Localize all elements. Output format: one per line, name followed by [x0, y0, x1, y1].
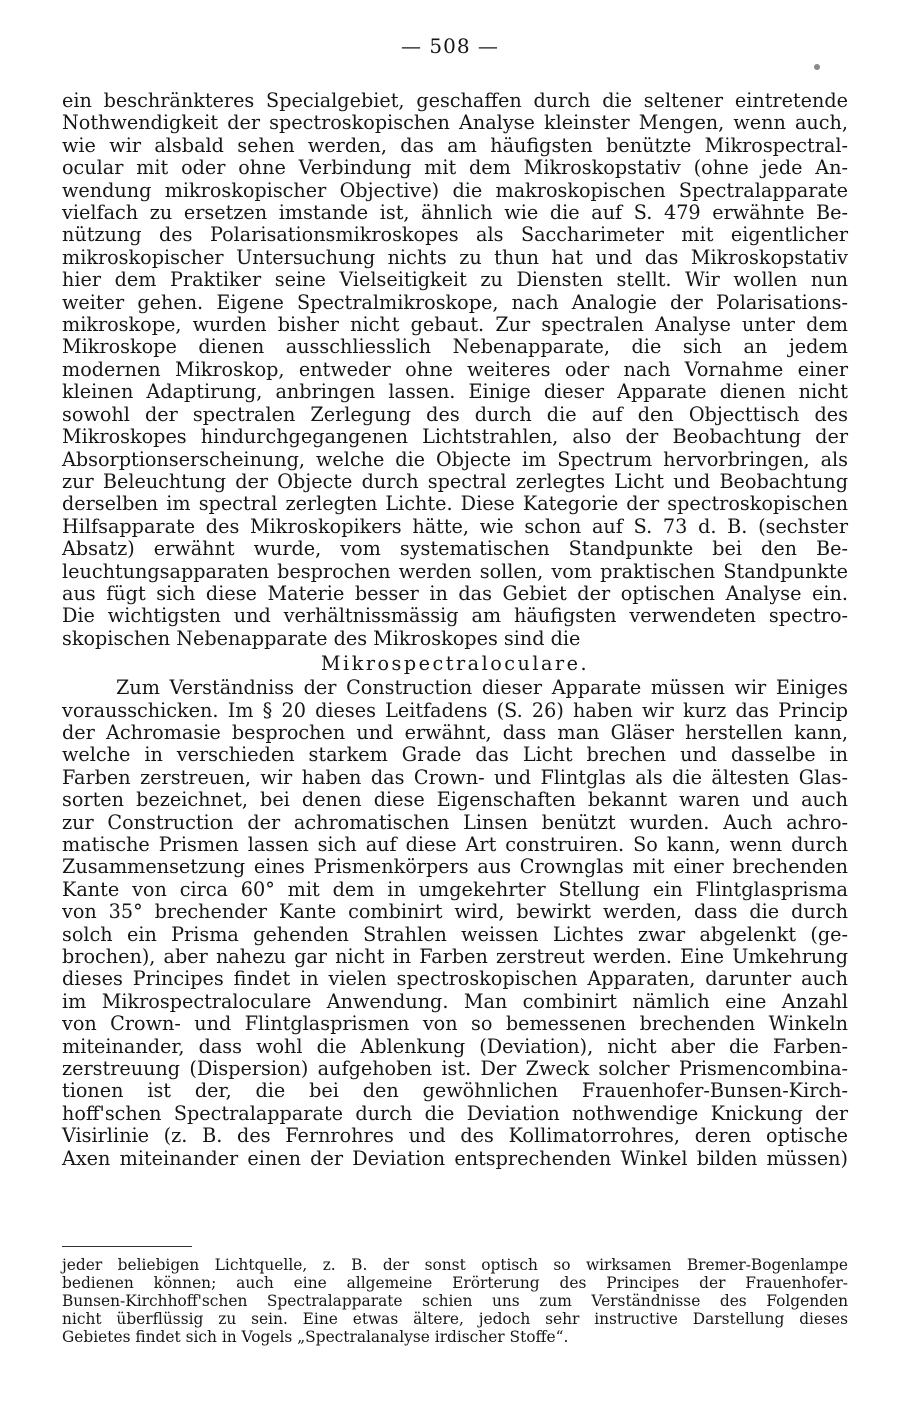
text-line: ocular mit oder ohne Verbindung mit dem Mikroskopstativ (ohne jede An- — [62, 156, 848, 180]
text-line: mikroskopischer Untersuchung nichts zu thun hat und das Mikroskopstativ — [62, 245, 848, 269]
text-line: ein beschränkteres Specialgebiet, geschaffen durch die seltener eintretende — [62, 89, 848, 112]
text-line: Zusammensetzung eines Prismenkörpers aus Crownglas mit einer brechenden — [62, 855, 848, 879]
text-line: Kante von circa 60° mit dem in umgekehrter Stellung ein Flintglasprisma — [62, 877, 848, 901]
text-line: von 35° brechender Kante combinirt wird, bewirkt werden, dass die durch — [62, 900, 848, 924]
footnote — [62, 1256, 848, 1346]
text-line: vorausschicken. Im § 20 dieses Leitfadens (S. 26) haben wir kurz das Princip — [62, 698, 848, 722]
footnote-line: bedienen können; auch eine allgemeine Erörterung des Principes der Frauenhofer- — [62, 1274, 848, 1292]
footnote-rule — [62, 1246, 192, 1247]
text-line: miteinander, dass wohl die Ablenkung (Deviation), nicht aber die Farben- — [62, 1034, 848, 1058]
text-line: skopischen Nebenapparate des Mikroskopes sind die — [62, 626, 581, 650]
text-line: kleinen Adaptirung, anbringen lassen. Einige dieser Apparate dienen nicht — [62, 380, 848, 404]
text-line: wendung mikroskopischer Objective) die makroskopischen Spectralapparate — [62, 178, 848, 202]
page-number: — 508 — — [401, 34, 499, 58]
footnote-line: Gebietes findet sich in Vogels „Spectralanalyse irdischer Stoffe“. — [62, 1328, 569, 1346]
text-line: wie wir alsbald sehen werden, das am häufigsten benützte Mikrospectral- — [62, 133, 848, 157]
text-line: Absatz) erwähnt wurde, vom systematischen Standpunkte bei den Be- — [62, 537, 848, 561]
text-line: solch ein Prisma gehenden Strahlen weissen Lichtes zwar abgelenkt (ge- — [62, 922, 848, 946]
text-line: hier dem Praktiker seine Vielseitigkeit zu Diensten stellt. Wir wollen nun — [62, 268, 848, 292]
text-line: tionen ist der, die bei den gewöhnlichen Frauenhofer-Bunsen-Kirch- — [62, 1079, 848, 1103]
text-line: der Achromasie besprochen und erwähnt, dass man Gläser herstellen kann, — [62, 720, 848, 744]
text-line: modernen Mikroskop, entweder ohne weiteres oder nach Vornahme einer — [62, 357, 848, 381]
paragraph — [62, 677, 848, 1170]
text-line: Mikroskopes hindurchgegangenen Lichtstrahlen, also der Beobachtung der — [62, 425, 848, 449]
text-line: Farben zerstreuen, wir haben das Crown- und Flintglas als die ältesten Glas- — [62, 765, 848, 789]
text-line: Hilfsapparate des Mikroskopikers hätte, wie schon auf S. 73 d. B. (sechster — [62, 514, 848, 538]
text-line: weiter gehen. Eigene Spectralmikroskope, nach Analogie der Polarisations- — [62, 290, 848, 314]
text-line: zerstreuung (Dispersion) aufgehoben ist. Der Zweck solcher Prismencombina- — [62, 1057, 848, 1081]
text-line: sorten bezeichnet, bei denen diese Eigenschaften bekannt waren und auch — [62, 788, 848, 812]
text-line: im Mikrospectraloculare Anwendung. Man combinirt nämlich eine Anzahl — [62, 989, 848, 1013]
text-line: nützung des Polarisationsmikroskopes als Saccharimeter mit eigentlicher — [62, 223, 848, 247]
text-line: brochen), aber nahezu gar nicht in Farben zerstreut werden. Eine Umkehrung — [62, 945, 848, 969]
text-line: matische Prismen lassen sich auf diese Art construiren. So kann, wenn durch — [62, 833, 848, 856]
text-line: derselben im spectral zerlegten Lichte. Diese Kategorie der spectroskopischen — [62, 492, 848, 516]
section-heading: Mikrospectraloculare. — [320, 652, 590, 676]
text-line: leuchtungsapparaten besprochen werden sollen, vom praktischen Standpunkte — [62, 559, 848, 583]
text-line: Axen miteinander einen der Deviation entsprechenden Winkel bilden müssen) — [62, 1146, 848, 1170]
paragraph-continued — [62, 90, 848, 650]
text-line: aus fügt sich diese Materie besser in das Gebiet der optischen Analyse ein. — [62, 581, 848, 605]
footnote-line: jeder beliebigen Lichtquelle, z. B. der sonst optisch so wirksamen Bremer-Bogenlampe — [62, 1256, 848, 1274]
text-line: zur Beleuchtung der Objecte durch spectral zerlegtes Licht und Beobachtung — [62, 469, 848, 493]
text-line: Mikroskope dienen ausschliesslich Nebenapparate, die sich an jedem — [62, 335, 848, 359]
text-line: sowohl der spectralen Zerlegung des durch die auf den Objecttisch des — [62, 402, 848, 426]
text-line: Zum Verständniss der Construction dieser Apparate müssen wir Einiges — [116, 676, 848, 700]
text-line: hoff'schen Spectralapparate durch die Deviation nothwendige Knickung der — [62, 1101, 848, 1125]
footnote-line: Bunsen-Kirchhoff'schen Spectralapparate schien uns zum Verständnisse des Folgenden — [62, 1292, 848, 1310]
text-line: dieses Principes findet in vielen spectroskopischen Apparaten, darunter auch — [62, 967, 848, 991]
text-line: Visirlinie (z. B. des Fernrohres und des Kollimatorrohres, deren optische — [62, 1124, 848, 1148]
footnote-line: nicht überflüssig zu sein. Eine etwas ältere, jedoch sehr instructive Darstellung dieses — [62, 1310, 848, 1328]
text-line: zur Construction der achromatischen Linsen benützt wurden. Auch achro- — [62, 810, 848, 834]
main-text — [62, 90, 848, 1170]
text-line: von Crown- und Flintglasprismen von so bemessenen brechenden Winkeln — [62, 1012, 848, 1036]
ink-speck — [814, 64, 820, 70]
text-line: Nothwendigkeit der spectroskopischen Analyse kleinster Mengen, wenn auch, — [62, 111, 848, 135]
text-line: Die wichtigsten und verhältnissmässig am häufigsten verwendeten spectro- — [62, 604, 848, 628]
text-line: welche in verschieden starkem Grade das Licht brechen und dasselbe in — [62, 743, 848, 767]
text-line: Absorptionserscheinung, welche die Objecte im Spectrum hervorbringen, als — [62, 447, 848, 471]
text-line: mikroskope, wurden bisher nicht gebaut. Zur spectralen Analyse unter dem — [62, 313, 848, 337]
text-line: vielfach zu ersetzen imstande ist, ähnlich wie die auf S. 479 erwähnte Be- — [62, 201, 848, 225]
